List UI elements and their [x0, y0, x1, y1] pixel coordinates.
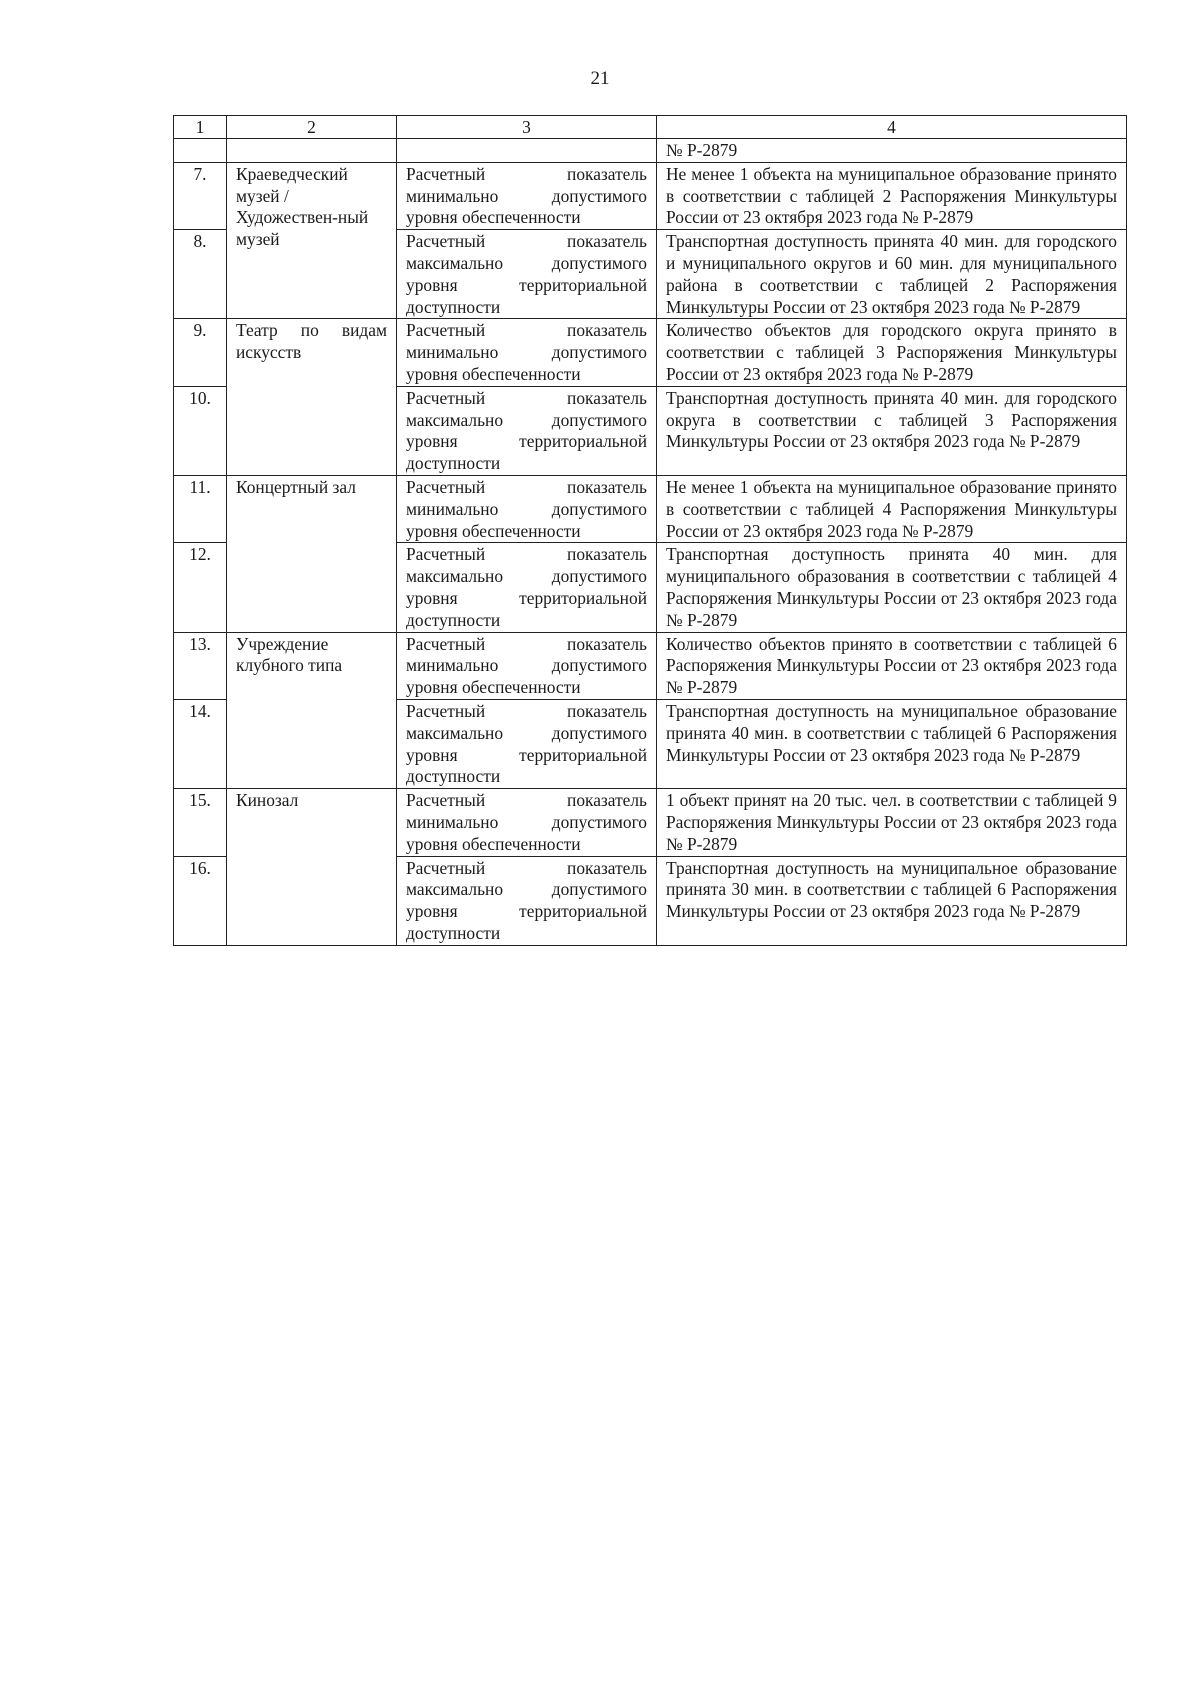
cell-value-continuation: № Р-2879 — [657, 139, 1127, 163]
page-number: 21 — [590, 68, 610, 89]
cell-value: Количество объектов принято в соответствии с таблицей 6 Распоряжения Минкультуры России от 23 октября 2023 года № Р-2879 — [657, 632, 1127, 699]
cell-value: Не менее 1 объекта на муниципальное образование принято в соответствии с таблицей 2 Распоряжения Минкультуры России от 23 октября 2023 года № Р-2879 — [657, 162, 1127, 229]
cell-num — [174, 139, 227, 163]
table-row — [174, 789, 1127, 856]
cell-facility: Краеведческий музей / Художествен-ный музей — [227, 162, 397, 319]
cell-num: 15. — [174, 789, 227, 856]
cell-num: 8. — [174, 230, 227, 319]
cell-num: 13. — [174, 632, 227, 699]
cell-indicator — [397, 139, 657, 163]
header-col-2: 2 — [227, 116, 397, 139]
cell-num: 7. — [174, 162, 227, 229]
cell-num: 9. — [174, 319, 227, 386]
header-col-3: 3 — [397, 116, 657, 139]
table-row-continuation — [174, 139, 1127, 163]
cell-value: Транспортная доступность принята 40 мин. для городского и муниципального округов и 60 мин. для муниципального района в соответствии с таблицей 2 Распоряжения Минкультуры России от 23 октября 2023 года № Р-2879 — [657, 230, 1127, 319]
table-row — [174, 162, 1127, 229]
table-row — [174, 475, 1127, 542]
cell-value: Транспортная доступность принята 40 мин. для муниципального образования в соответствии с таблицей 4 Распоряжения Минкультуры России от 23 октября 2023 года № Р-2879 — [657, 543, 1127, 632]
cell-value: Транспортная доступность на муниципальное образование принята 30 мин. в соответствии с таблицей 6 Распоряжения Минкультуры России от 23 октября 2023 года № Р-2879 — [657, 856, 1127, 945]
cell-num: 11. — [174, 475, 227, 542]
cell-num: 12. — [174, 543, 227, 632]
cell-facility: Театр по видам искусств — [227, 319, 397, 476]
cell-indicator: Расчетный показатель минимально допустимого уровня обеспеченности — [397, 632, 657, 699]
cell-indicator: Расчетный показатель максимально допустимого уровня территориальной доступности — [397, 856, 657, 945]
cell-value: Транспортная доступность принята 40 мин. для городского округа в соответствии с таблицей 3 Распоряжения Минкультуры России от 23 октября 2023 года № Р-2879 — [657, 386, 1127, 475]
table-header-row — [174, 116, 1127, 139]
cell-facility: Учреждение клубного типа — [227, 632, 397, 789]
norms-table — [173, 115, 1127, 946]
cell-indicator: Расчетный показатель максимально допустимого уровня территориальной доступности — [397, 543, 657, 632]
cell-value: Не менее 1 объекта на муниципальное образование принято в соответствии с таблицей 4 Распоряжения Минкультуры России от 23 октября 2023 года № Р-2879 — [657, 475, 1127, 542]
cell-indicator: Расчетный показатель максимально допустимого уровня территориальной доступности — [397, 386, 657, 475]
header-col-1: 1 — [174, 116, 227, 139]
cell-indicator: Расчетный показатель минимально допустимого уровня обеспеченности — [397, 319, 657, 386]
cell-indicator: Расчетный показатель максимально допустимого уровня территориальной доступности — [397, 230, 657, 319]
cell-facility — [227, 139, 397, 163]
cell-num: 14. — [174, 699, 227, 788]
cell-facility: Кинозал — [227, 789, 397, 946]
header-col-4: 4 — [657, 116, 1127, 139]
cell-value: Транспортная доступность на муниципальное образование принята 40 мин. в соответствии с таблицей 6 Распоряжения Минкультуры России от 23 октября 2023 года № Р-2879 — [657, 699, 1127, 788]
cell-indicator: Расчетный показатель минимально допустимого уровня обеспеченности — [397, 475, 657, 542]
table-row — [174, 319, 1127, 386]
cell-indicator: Расчетный показатель максимально допустимого уровня территориальной доступности — [397, 699, 657, 788]
cell-facility: Концертный зал — [227, 475, 397, 632]
cell-indicator: Расчетный показатель минимально допустимого уровня обеспеченности — [397, 789, 657, 856]
cell-num: 16. — [174, 856, 227, 945]
table-row — [174, 632, 1127, 699]
cell-indicator: Расчетный показатель минимально допустимого уровня обеспеченности — [397, 162, 657, 229]
cell-num: 10. — [174, 386, 227, 475]
cell-value: Количество объектов для городского округа принято в соответствии с таблицей 3 Распоряжения Минкультуры России от 23 октября 2023 года № Р-2879 — [657, 319, 1127, 386]
cell-value: 1 объект принят на 20 тыс. чел. в соответствии с таблицей 9 Распоряжения Минкультуры России от 23 октября 2023 года № Р-2879 — [657, 789, 1127, 856]
